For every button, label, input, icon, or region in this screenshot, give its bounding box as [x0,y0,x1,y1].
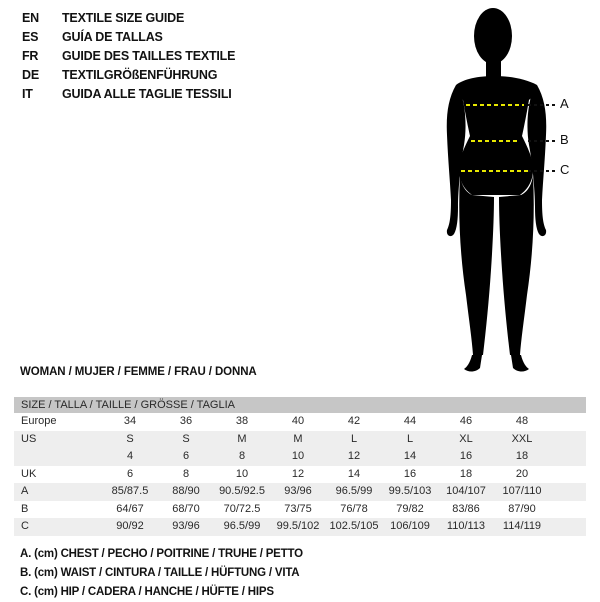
table-row-europe [14,413,586,431]
size-cell: 46 [459,415,473,427]
size-cell: 18 [459,467,473,480]
size-cell: 102.5/105 [329,520,379,532]
marker-label-b: B [560,132,569,147]
row-label: US [21,432,37,445]
size-cell: L [350,432,358,445]
size-cell: 8 [182,467,190,480]
language-code: FR [22,49,39,63]
size-cell: 44 [403,415,417,427]
size-cell: 4 [126,450,134,462]
measurement-figure [436,5,600,375]
size-cell: 85/87.5 [111,485,149,497]
waist-marker [436,134,600,148]
size-cell: 114/119 [502,520,542,532]
language-row [22,85,235,104]
size-cell: 10 [235,467,249,480]
guide-title: TEXTILGRÖßENFÜHRUNG [62,68,218,82]
size-cell: 90.5/92.5 [219,485,265,497]
marker-label-a: A [560,96,569,111]
row-label [14,448,102,466]
table-row-uk [14,466,586,484]
size-cell: 42 [347,415,361,427]
size-cell: XXL [511,432,533,445]
language-row [22,28,235,47]
size-cell: 99.5/103 [388,485,432,497]
section-title: WOMAN / MUJER / FEMME / FRAU / DONNA [20,366,257,378]
woman-silhouette-icon [436,5,600,375]
measurement-legend [20,545,303,602]
size-cell: 36 [179,415,193,427]
language-row [22,9,235,28]
waist-pointer-dash [528,140,558,142]
size-cell: 106/109 [390,520,430,532]
size-cell: 83/86 [452,502,480,515]
size-cell: 99.5/102 [276,520,320,532]
size-cell: 14 [403,450,417,462]
size-cell: 38 [235,415,249,427]
row-label: C [21,520,29,532]
size-cell: 48 [515,415,529,427]
size-cell: 68/70 [172,502,200,515]
size-cell: M [293,432,303,445]
size-cell: 104/107 [446,485,486,497]
row-label: A [21,485,29,497]
size-cell: 96.5/99 [335,485,373,497]
language-code: DE [22,68,39,82]
language-row [22,66,235,85]
language-code: ES [22,30,39,44]
size-cell: 93/96 [172,520,200,532]
size-cell: 93/96 [284,485,312,497]
language-list [22,9,235,104]
legend-chest: A. (cm) CHEST / PECHO / POITRINE / TRUHE / PETTO [20,548,303,560]
size-cell: 14 [347,467,361,480]
size-cell: 16 [403,467,417,480]
row-label: UK [21,467,37,480]
size-cell: 12 [347,450,361,462]
size-cell: 70/72.5 [223,502,261,515]
size-cell: S [126,432,134,445]
size-cell: S [182,432,190,445]
table-header: SIZE / TALLA / TAILLE / GRÖSSE / TAGLIA [14,397,586,413]
chest-measure-dash [466,104,524,106]
legend-hip: C. (cm) HIP / CADERA / HANCHE / HÜFTE / HIPS [20,586,274,598]
chest-pointer-dash [528,104,558,106]
size-cell: 8 [238,450,246,462]
size-cell: L [406,432,414,445]
marker-label-c: C [560,162,570,177]
table-row-us-letter [14,431,586,449]
size-cell: 64/67 [116,502,144,515]
size-cell: 76/78 [340,502,368,515]
table-row-us-numeric [14,448,586,466]
size-cell: 16 [459,450,473,462]
size-cell: 73/75 [284,502,312,515]
size-cell: 87/90 [508,502,536,515]
hip-pointer-dash [528,170,558,172]
hip-measure-dash [461,170,529,172]
size-cell: 12 [291,467,305,480]
guide-title: GUIDA ALLE TAGLIE TESSILI [62,87,232,101]
size-cell: 6 [182,450,190,462]
size-cell: M [237,432,247,445]
language-code: EN [22,11,39,25]
size-cell: 20 [515,467,529,480]
row-label: Europe [21,415,57,427]
size-cell: 90/92 [116,520,144,532]
row-label: B [21,502,29,515]
size-table [14,397,586,536]
hip-marker [436,164,600,178]
size-cell: 79/82 [396,502,424,515]
guide-title: TEXTILE SIZE GUIDE [62,11,185,25]
table-row-chest [14,483,586,501]
guide-title: GUÍA DE TALLAS [62,30,163,44]
legend-waist: B. (cm) WAIST / CINTURA / TAILLE / HÜFTUNG / VITA [20,567,300,579]
size-cell: 18 [515,450,529,462]
waist-measure-dash [471,140,519,142]
size-cell: 107/110 [502,485,542,497]
table-row-waist [14,501,586,519]
size-cell: 88/90 [172,485,200,497]
size-cell: 110/113 [446,520,486,532]
table-row-hip [14,518,586,536]
size-cell: 34 [123,415,137,427]
language-row [22,47,235,66]
chest-marker [436,98,600,112]
guide-title: GUIDE DES TAILLES TEXTILE [62,49,236,63]
size-cell: 10 [291,450,305,462]
size-cell: 40 [291,415,305,427]
language-code: IT [22,87,33,101]
size-cell: XL [459,432,473,445]
size-cell: 96.5/99 [223,520,261,532]
size-cell: 6 [126,467,134,480]
